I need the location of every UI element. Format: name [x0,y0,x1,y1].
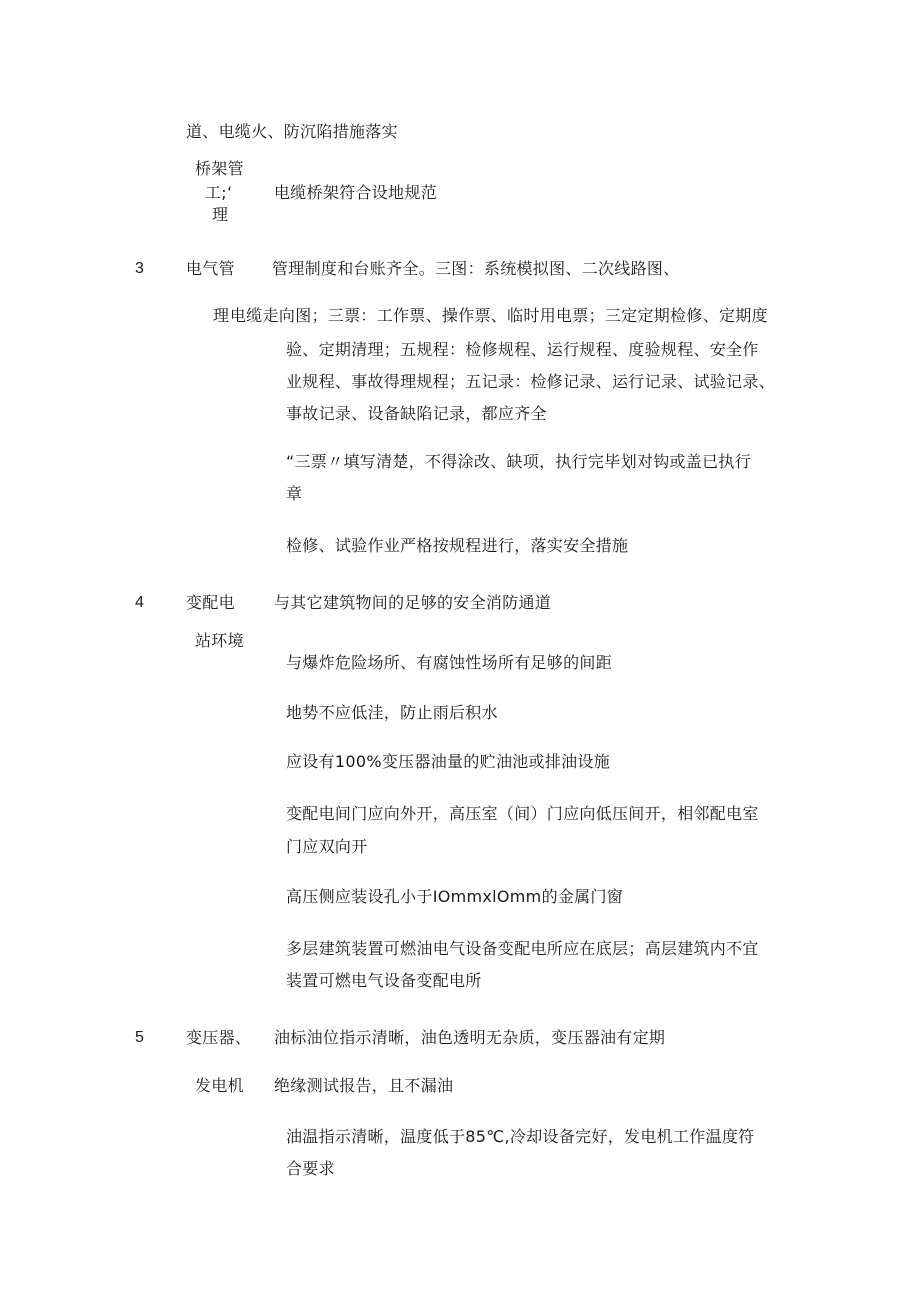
section-5-item-line-4: 合要求 [286,1159,335,1178]
section-3-item-line-8: 检修、试验作业严格按规程进行，落实安全措施 [286,536,629,555]
section-5-item-line-2: 绝缘测试报告，且不漏油 [274,1076,454,1095]
section-4-item-line-3: 地势不应低洼，防止雨后积水 [286,703,498,722]
section-4-title-line-2: 站环境 [195,631,244,650]
cable-tray-label-line-2: 工;‘ [205,183,233,202]
section-4-item-line-2: 与爆炸危险场所、有腐蚀性场所有足够的间距 [286,653,613,672]
section-4-item-line-4: 应设有100%变压器油量的贮油池或排油设施 [286,752,611,771]
section-5-item-line-3: 油温指示清晰，温度低于85℃,冷却设备完好，发电机工作温度符 [286,1127,755,1146]
section-5-title-line-2: 发电机 [195,1076,244,1095]
section-4-title-line-1: 变配电 [186,593,235,612]
section-4-item-line-5: 变配电间门应向外开，高压室（间）门应向低压间开，相邻配电室 [286,804,759,823]
section-3-item-line-3: 验、定期清理；五规程：检修规程、运行规程、度验规程、安全作 [286,340,759,359]
section-5-title-line-1: 变压器、 [186,1028,252,1047]
section-4-number: 4 [135,594,145,611]
section-3-title-line-1: 电气管 [186,259,235,278]
cable-tray-text: 电缆桥架符合设地规范 [274,183,438,202]
section-4-item-line-7: 高压侧应装设孔小于IOmmxlOmm的金属门窗 [286,887,624,906]
cable-tray-label-line-1: 桥架管 [195,159,244,178]
section-4-item-line-1: 与其它建筑物间的足够的安全消防通道 [274,593,552,612]
section-4-item-line-8: 多层建筑装置可燃油电气设备变配电所应在底层；高层建筑内不宜 [286,939,759,958]
section-3-item-line-4: 业规程、事故得理规程；五记录：检修记录、运行记录、试验记录、 [286,372,776,391]
cable-tray-label-line-3: 理 [212,205,229,224]
section-3-title-line-2: 理 [213,306,230,325]
section-3-item-line-2: 电缆走向图；三票：工作票、操作票、临时用电票；三定定期检修、定期度 [230,306,768,325]
section-4-item-line-9: 装置可燃电气设备变配电所 [286,971,482,990]
section-3-number: 3 [135,260,145,277]
section-5-item-line-1: 油标油位指示清晰，油色透明无杂质，变压器油有定期 [274,1028,666,1047]
section-3-item-line-1: 管理制度和台账齐全。三图：系统模拟图、二次线路图、 [272,259,680,278]
section-4-item-line-6: 门应双向开 [286,837,368,856]
section-5-number: 5 [135,1029,145,1046]
section-3-item-line-6: “三票〃填写清楚，不得涂改、缺项，执行完毕划对钩或盖已执行 [286,452,751,471]
section-3-item-line-7: 章 [286,484,303,503]
section-3-item-line-5: 事故记录、设备缺陷记录，都应齐全 [286,404,547,423]
continued-line-1: 道、电缆火、防沉陷措施落实 [186,122,398,141]
